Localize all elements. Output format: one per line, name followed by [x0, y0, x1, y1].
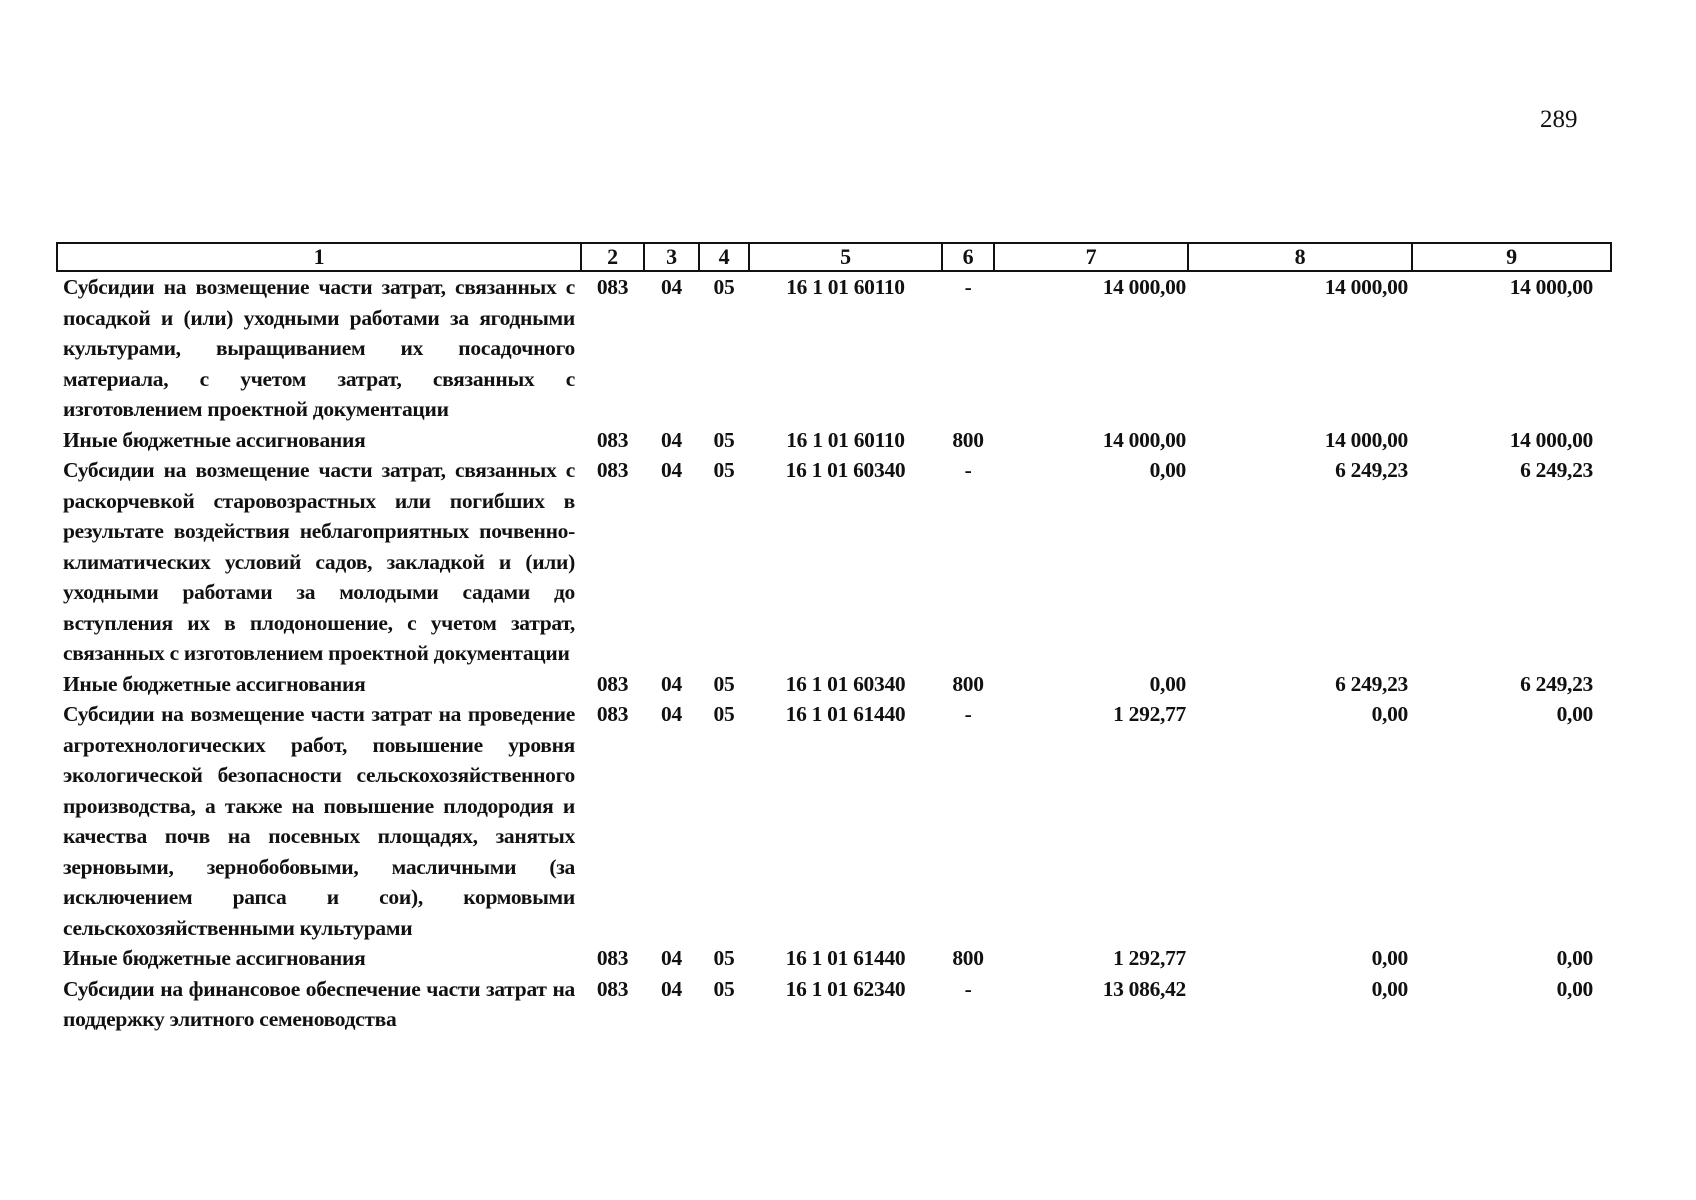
row-sum-2: 6 249,23 — [1335, 671, 1408, 696]
row-sum-3: 6 249,23 — [1520, 458, 1593, 482]
row-sum-1: 0,00 — [1149, 671, 1186, 696]
row-rz: 04 — [661, 671, 682, 696]
row-sum-2: 14 000,00 — [1324, 275, 1408, 299]
row-vr: 800 — [952, 946, 984, 970]
row-vr: - — [964, 702, 972, 726]
row-sum-2: 0,00 — [1371, 702, 1408, 726]
row-grbs: 083 — [596, 702, 629, 726]
row-sum-3: 0,00 — [1556, 976, 1593, 1001]
row-sum-3: 14 000,00 — [1509, 427, 1593, 452]
row-rz: 04 — [661, 275, 682, 299]
table-row — [57, 271, 1611, 425]
row-csr: 16 1 01 61440 — [785, 702, 906, 726]
row-sum-2: 14 000,00 — [1324, 427, 1408, 452]
table-row — [57, 669, 1611, 700]
row-sum-1: 0,00 — [1149, 458, 1186, 482]
row-sum-3: 0,00 — [1556, 702, 1593, 726]
row-sum-2: 6 249,23 — [1335, 458, 1408, 482]
row-rz: 04 — [661, 458, 682, 482]
row-grbs: 083 — [596, 427, 629, 452]
row-vr: - — [964, 976, 972, 1001]
row-pr: 05 — [713, 702, 735, 726]
col-header-9: 9 — [1412, 243, 1611, 271]
row-pr: 05 — [713, 427, 735, 452]
row-name: Субсидии на возмещение части затрат, связанных с посадкой и (или) уходными работами за ягодными культурами, выращиванием их посадочного материала, с учетом затрат, связанных с изготовлением проектной документации — [63, 275, 575, 421]
row-pr: 05 — [713, 458, 735, 482]
row-sum-1: 14 000,00 — [1102, 427, 1186, 452]
row-pr: 05 — [713, 671, 735, 696]
col-header-1: 1 — [57, 243, 581, 271]
budget-table — [56, 242, 1612, 1035]
row-rz: 04 — [661, 427, 682, 452]
table-row — [57, 943, 1611, 974]
row-csr: 16 1 01 60110 — [786, 275, 905, 299]
row-name: Субсидии на возмещение части затрат на проведение агротехнологических работ, повышение уровня экологической безопасности сельскохозяйственного производства, а также на повышение плодородия и качества почв на посевных площадях, занятых зерновыми, зернобобовыми, масличными (за исключением рапса и сои), кормовыми сельскохозяйственными культурами — [63, 702, 575, 940]
table-row — [57, 699, 1611, 943]
row-vr: - — [964, 458, 972, 482]
table-row — [57, 455, 1611, 669]
col-header-5: 5 — [749, 243, 942, 271]
row-name: Иные бюджетные ассигнования — [63, 946, 366, 970]
table-row — [57, 425, 1611, 456]
col-header-2: 2 — [581, 243, 644, 271]
row-pr: 05 — [713, 946, 735, 970]
row-csr: 16 1 01 62340 — [785, 976, 906, 1001]
row-name: Субсидии на финансовое обеспечение части затрат на поддержку элитного семеноводства — [63, 976, 575, 1031]
row-vr: - — [964, 275, 972, 299]
row-grbs: 083 — [596, 671, 629, 696]
row-pr: 05 — [713, 275, 735, 299]
row-sum-2: 0,00 — [1371, 946, 1408, 970]
row-csr: 16 1 01 61440 — [785, 946, 906, 970]
row-sum-3: 0,00 — [1556, 946, 1593, 970]
row-pr: 05 — [713, 976, 735, 1001]
row-name: Иные бюджетные ассигнования — [63, 427, 366, 452]
col-header-4: 4 — [699, 243, 749, 271]
row-sum-3: 6 249,23 — [1520, 671, 1593, 696]
col-header-7: 7 — [994, 243, 1188, 271]
col-header-6: 6 — [942, 243, 994, 271]
page-number: 289 — [1540, 106, 1578, 133]
row-name: Иные бюджетные ассигнования — [63, 671, 366, 696]
row-name: Субсидии на возмещение части затрат, связанных с раскорчевкой старовозрастных или погибших в результате воздействия неблагоприятных почвенно-климатических условий садов, закладкой и (или) уходными работами за молодыми садами до вступления их в плодоношение, с учетом затрат, связанных с изготовлением проектной документации — [63, 458, 575, 665]
row-rz: 04 — [661, 946, 682, 970]
row-vr: 800 — [952, 427, 984, 452]
row-sum-2: 0,00 — [1371, 976, 1408, 1001]
row-grbs: 083 — [596, 275, 629, 299]
row-grbs: 083 — [596, 976, 629, 1001]
row-grbs: 083 — [596, 946, 629, 970]
row-sum-1: 14 000,00 — [1102, 275, 1186, 299]
row-sum-1: 1 292,77 — [1113, 702, 1186, 726]
row-rz: 04 — [661, 976, 682, 1001]
row-csr: 16 1 01 60110 — [786, 427, 905, 452]
row-csr: 16 1 01 60340 — [785, 458, 906, 482]
row-grbs: 083 — [596, 458, 629, 482]
col-header-3: 3 — [644, 243, 699, 271]
row-sum-1: 1 292,77 — [1113, 946, 1186, 970]
row-rz: 04 — [661, 702, 682, 726]
row-sum-3: 14 000,00 — [1509, 275, 1593, 299]
row-sum-1: 13 086,42 — [1102, 976, 1186, 1001]
col-header-8: 8 — [1188, 243, 1412, 271]
header-row — [57, 243, 1611, 271]
row-csr: 16 1 01 60340 — [785, 671, 906, 696]
table-row — [57, 974, 1611, 1035]
row-vr: 800 — [952, 671, 984, 696]
